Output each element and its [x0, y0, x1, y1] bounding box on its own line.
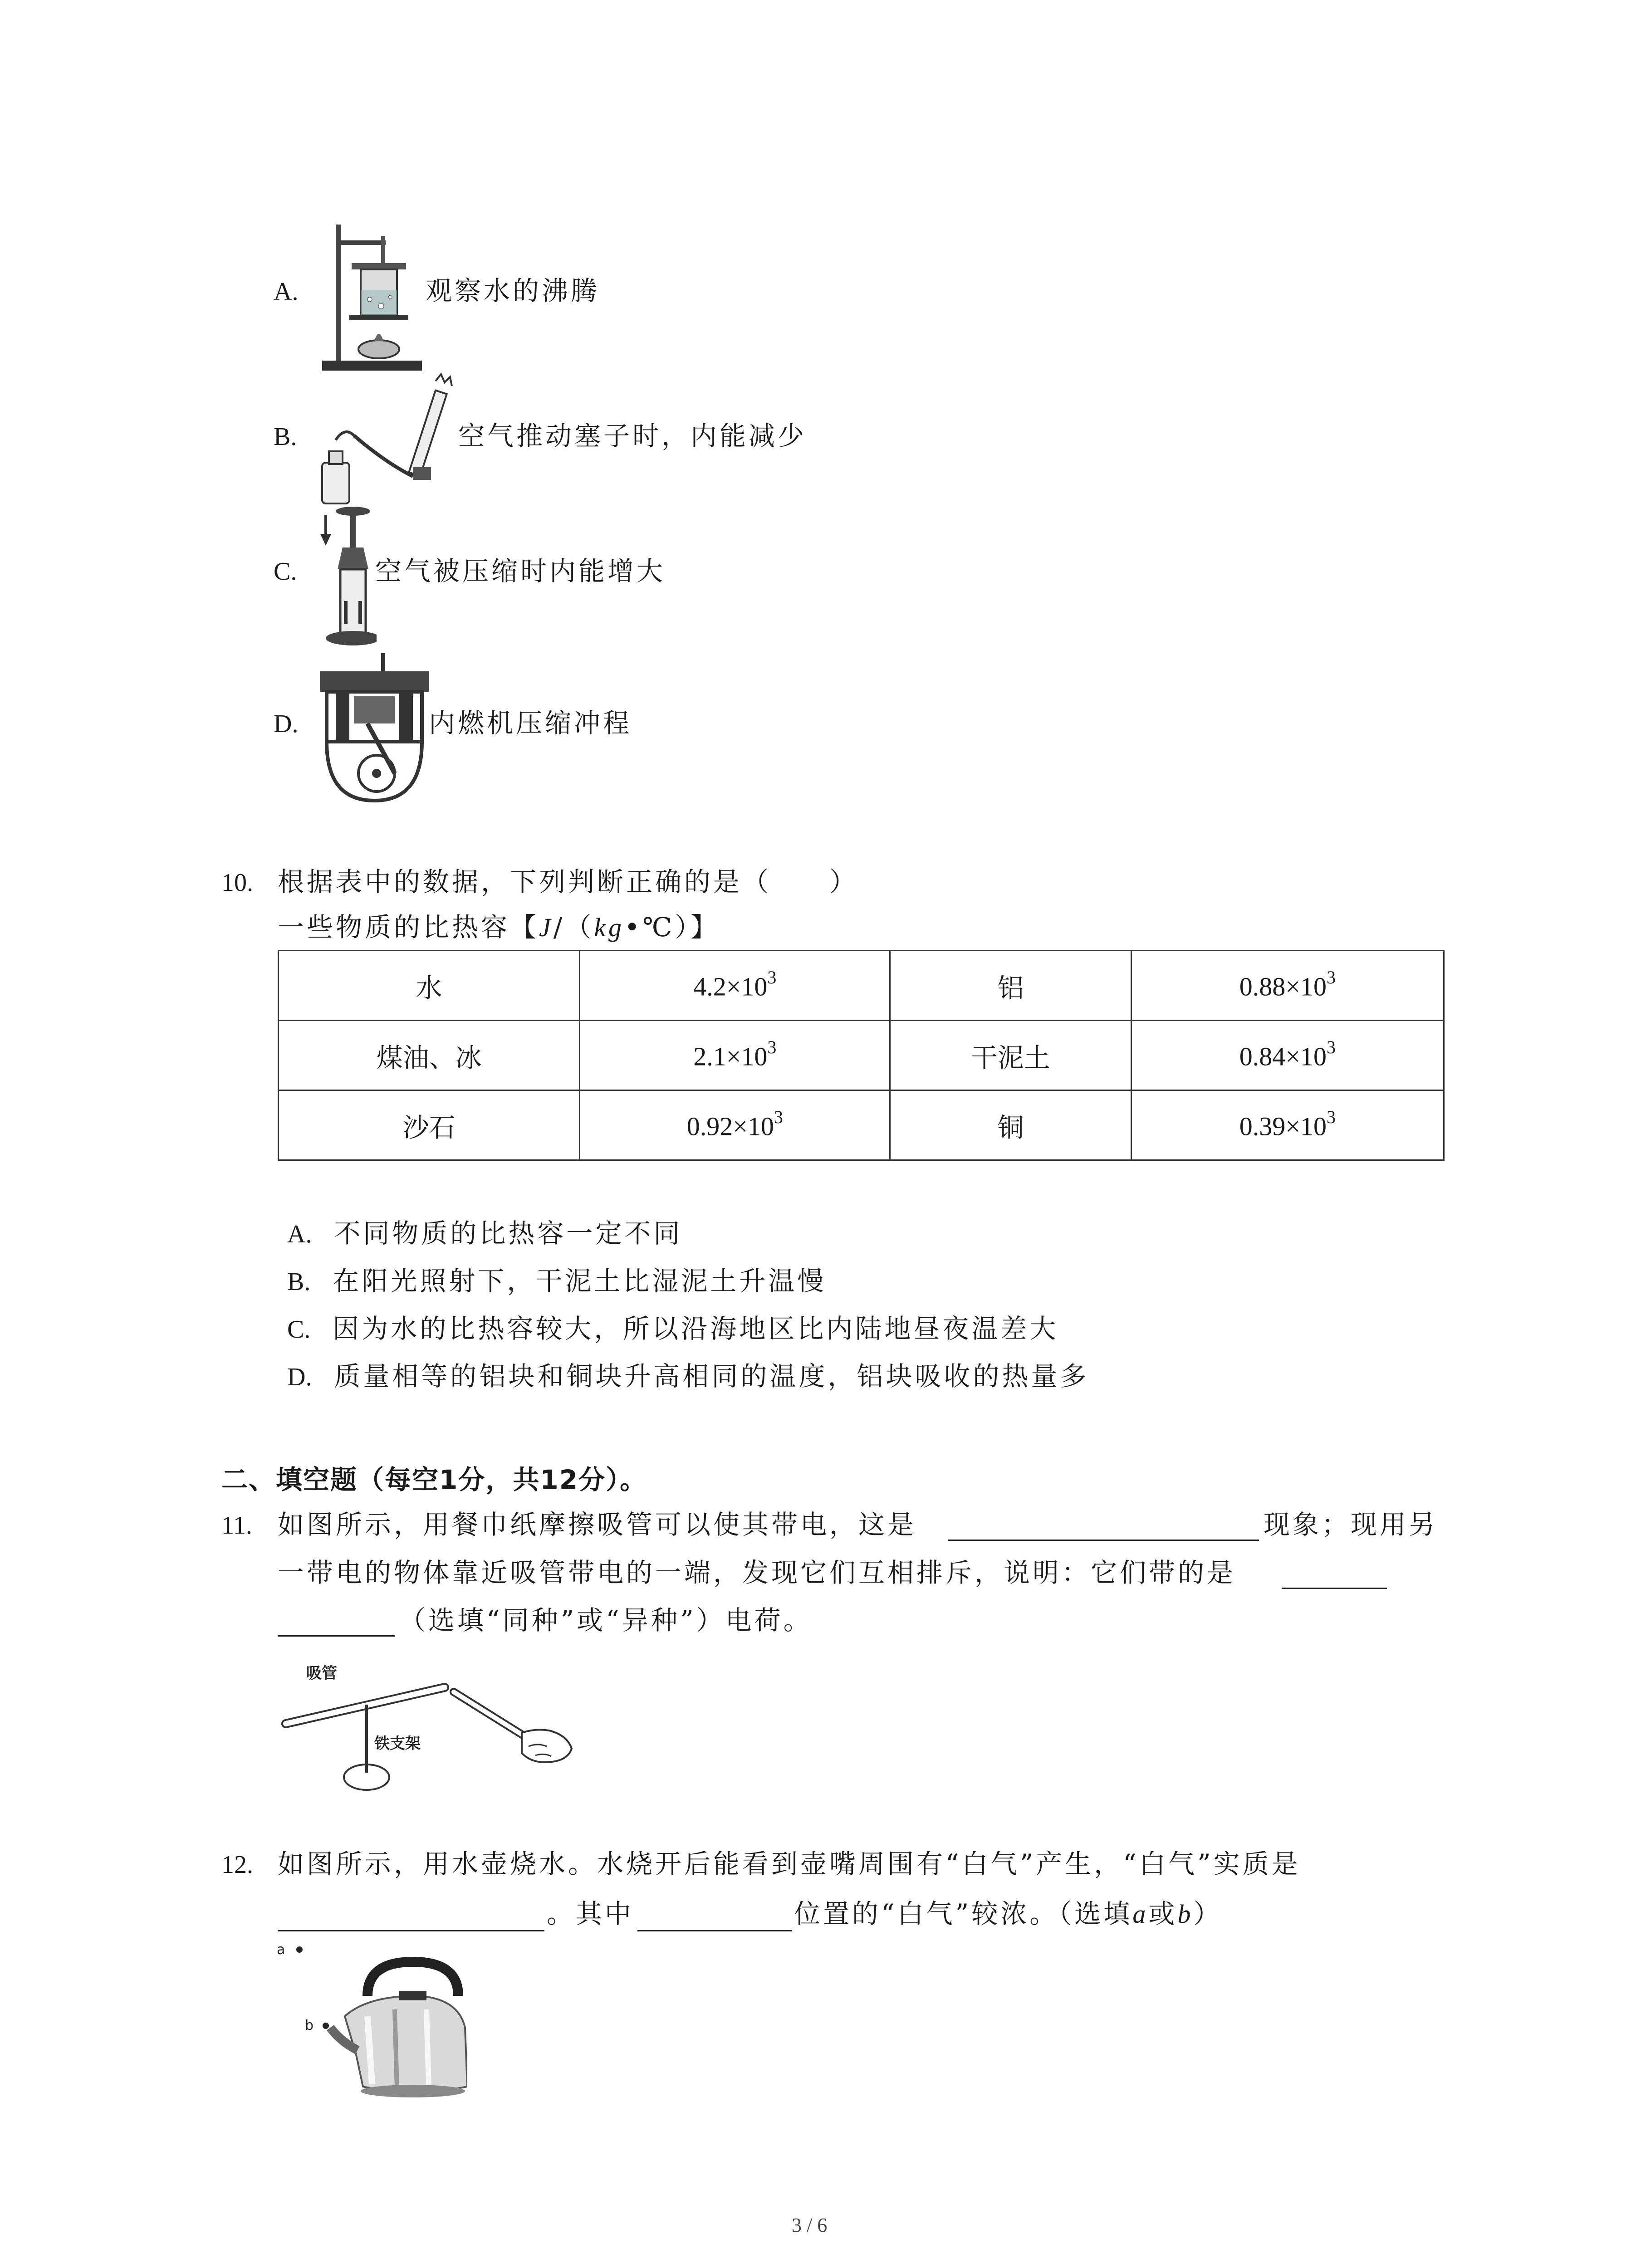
q9-option-c-label: C.	[274, 557, 297, 586]
q9-option-b-text: 空气推动塞子时，内能减少	[458, 420, 807, 451]
caption-prefix: 一些物质的比热容【	[278, 912, 539, 943]
q11-blank-2[interactable]	[1282, 1588, 1387, 1589]
air-pushing-stopper-figure	[318, 372, 463, 508]
table-cell-value: $4.2\times 10^3$	[580, 951, 890, 1021]
q10-option-a: A. 不同物质的比热容一定不同	[287, 1218, 683, 1249]
air-compression-cylinder-figure	[318, 506, 377, 651]
table-cell-substance: 铝	[890, 951, 1131, 1021]
q11-line3: （选填“同种”或“异种”）电荷。	[399, 1605, 813, 1636]
table-cell-substance: 沙石	[279, 1090, 580, 1160]
q10-option-d: D. 质量相等的铝块和铜块升高相同的温度，铝块吸收的热量多	[287, 1361, 1089, 1392]
q11-blank-1[interactable]	[948, 1540, 1259, 1541]
q12-number: 12.	[221, 1851, 253, 1879]
q12-line2b: 位置的“白气”较浓。（选填a或b）	[794, 1898, 1223, 1929]
table-row	[279, 1021, 1444, 1090]
q12-blank-1[interactable]	[278, 1930, 544, 1931]
table-cell-value: $0.84\times 10^3$	[1131, 1021, 1444, 1090]
q9-option-d-text: 内燃机压缩冲程	[429, 708, 632, 738]
table-cell-value: $2.1\times 10^3$	[580, 1021, 890, 1090]
straw-label: 吸管	[306, 1664, 337, 1682]
q9-option-b-label: B.	[274, 423, 297, 451]
q11-line1a: 如图所示，用餐巾纸摩擦吸管可以使其带电，这是	[278, 1509, 917, 1540]
q12-line1: 如图所示，用水壶烧水。水烧开后能看到壶嘴周围有“白气”产生，“白气”实质是	[278, 1848, 1301, 1879]
q11-line2: 一带电的物体靠近吸管带电的一端，发现它们互相排斥，说明：它们带的是	[278, 1557, 1236, 1588]
table-cell-value: $0.92\times 10^3$	[580, 1090, 890, 1160]
q9-option-d-label: D.	[274, 710, 299, 738]
q10-number: 10.	[221, 869, 253, 897]
q12-blank-2[interactable]	[637, 1930, 792, 1931]
q10-table-caption	[278, 914, 720, 941]
specific-heat-table	[278, 950, 1445, 1161]
engine-compression-stroke-figure	[318, 651, 431, 805]
table-cell-substance: 干泥土	[890, 1021, 1131, 1090]
q10-option-b: B. 在阳光照射下，干泥土比湿泥土升温慢	[287, 1266, 827, 1296]
q9-option-a-text: 观察水的沸腾	[426, 275, 600, 306]
table-cell-substance: 煤油、冰	[279, 1021, 580, 1090]
table-cell-substance: 水	[279, 951, 580, 1021]
q10-option-c: C. 因为水的比热容较大，所以沿海地区比内陆地昼夜温差大	[287, 1313, 1059, 1344]
table-row	[279, 951, 1444, 1021]
q11-blank-2-cont[interactable]	[278, 1635, 395, 1637]
kettle-point-b-label: b	[305, 2018, 314, 2033]
iron-stand-label: 铁支架	[374, 1735, 421, 1753]
q11-line1b: 现象；现用另	[1264, 1509, 1438, 1540]
kettle-point-a-label: a	[277, 1942, 285, 1958]
caption-unit-mid: /（	[553, 912, 594, 943]
table-cell-value: $0.88\times 10^3$	[1131, 951, 1444, 1021]
straw-on-iron-stand-figure	[281, 1656, 581, 1796]
boiling-water-apparatus-figure	[318, 222, 426, 376]
page-number: 3 / 6	[792, 2214, 828, 2236]
table-row	[279, 1090, 1444, 1160]
q9-option-c-text: 空气被压缩时内能增大	[375, 556, 666, 587]
q12-line2a: 。其中	[547, 1898, 634, 1929]
q10-stem: 根据表中的数据，下列判断正确的是（ ）	[278, 866, 859, 897]
q11-number: 11.	[221, 1511, 252, 1540]
caption-unit-j: J	[539, 913, 554, 942]
caption-unit-end: •℃）】	[624, 912, 720, 943]
table-cell-substance: 铜	[890, 1090, 1131, 1160]
section-2-title: 二、填空题（每空1分，共12分）。	[221, 1464, 647, 1495]
q9-option-a-label: A.	[274, 278, 299, 306]
caption-unit-kg: kg	[594, 913, 625, 942]
kettle-figure	[277, 1937, 467, 2114]
table-cell-value: $0.39\times 10^3$	[1131, 1090, 1444, 1160]
